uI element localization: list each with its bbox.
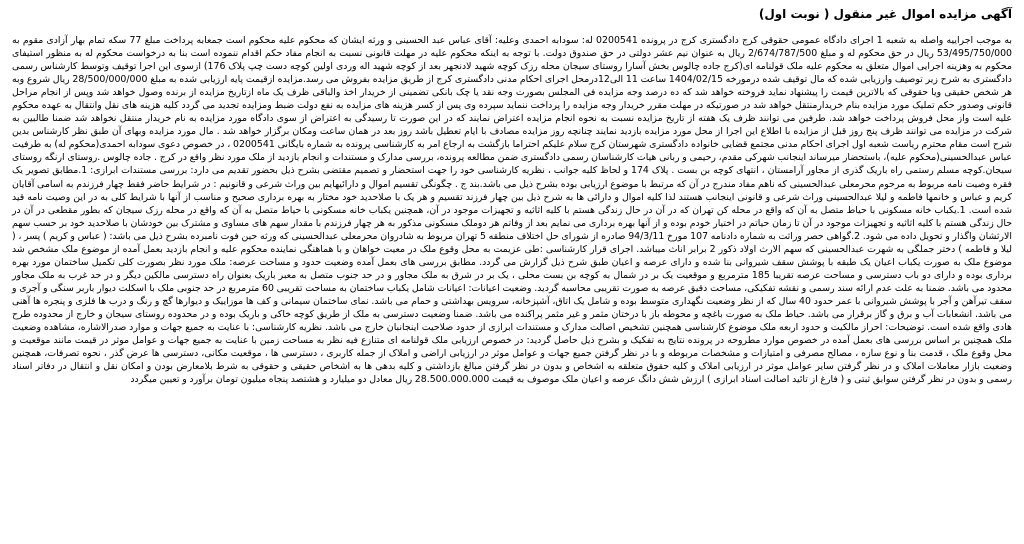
notice-title: آگهی مزایده اموال غیر منقول ( نوبت اول)	[758, 7, 1012, 21]
notice-body: به موجب اجراییه واصله به شعبه 1 اجرای دادگاه عمومی حقوقی کرج دادگستری کرج در پرونده 0200541 له: سودابه احمدی وعلیه: آقای عباس عبد الحسینی و ورثه ایشان که محکوم علیه محکوم است جمعابه پرداخت مبلغ 77 سکه تمام بهار آزادی مقوم به 53/495/750/000 ریال در حق محکوم له و مبلغ 2/674/787/500 ریال به عنوان نیم عشر دولتی در حق صندوق دولت. با توجه به اینکه محکوم علیه در مهلت قانونی نسبت به انجام مفاد حکم اقدام ننموده است بنا به درخواست محکوم له به منظور استیفای محکوم به وهزینه اجرایی اموال متعلق به محکوم علیه ملک قولنامه ای(کرج جاده چالوس بخش آسارا روستای سیجان محله رزک کوچه شهید لادنجهر بعد از کوچه شهید اله وردی اولین کوچه دست چپ پلاک 176) ازسوی این اجرا توقیف وتوسط کارشناس رسمی دادگستری به شرح زیر توصیف وارزیابی شده که مال توقیف شده درمورخه 1404/02/15 ساعت 11 الی12درمحل اجرای احکام مدنی دادگستری کرج از طریق مزایده بفروش می رسد.مزایده ازقیمت پایه ارزیابی شده به مبلغ 28/500/000/000 ریال شروع وبه هر شخص حقیقی ویا حقوقی که بالاترین قیمت را پیشنهاد نماید فروخته خواهد شد که ده درصد وجه مزایده فی المجلس بصورت وجه نقد یا چک بانکی تضمینی از خریدار اخذ والباقی ظرف یک ماه ازتاریخ مزایده از برنده وصول خواهد شد وپس از انجام مراحل قانونی وصدور حکم تملیک مورد مزایده بنام خریدارمنتقل خواهد شد در صورتیکه در مهلت مقرر خریدار وجه مزایده را پرداخت ننماید سپرده وی پس از کسر هزینه های مزایده به نفع دولت ضبط ومزایده تجدید می گردد کلیه هزینه های نقل وانتقال به عهده محکوم علیه است واز محل فروش پرداخت خواهد شد. طرفین می توانند ظرف یک هفته از تاریخ مزایده نسبت به نحوه انجام مزایده اعتراض نمایند که در این صورت تا رسیدگی به اعتراض از سوی دادگاه مورد مزایده به نام خریدار منتقل نخواهد شد ضمنا طالبین به شرکت در مزایده می توانند ظرف پنج روز قبل از مزایده با اطلاع این اجرا از محل مورد مزایده بازدید نمایند چنانچه روز مزایده مصادف با ایام تعطیل باشد روز بعد در همان ساعت ومکان برگزار خواهد شد . مال مورد مزایده وبهای آن طبق نظر کارشناس بدین شرح است مقام محترم ریاست شعبه اول اجرای احکام مدنی مجتمع قضایی خانواده دادگستری شهرستان کرج سلام علیکم احتراما بازگشت به ارجاع امر به کارشناسی پرونده به شماره بایگانی 0200541 ، در خصوص دعوی سودابه احمدی(محکوم له) به طرفیت عباس عبدالحسینی(محکوم علیه)، باستحضار میرساند اینجانب شهرکی مقدم، رحیمی و ربانی هیات کارشناسان رسمی دادگستری ضمن مطالعه پرونده، بررسی مدارک و مستندات و انجام بازدید از ملک مورد نظر واقع در کرج . جاده چالوس .روستای ارنگه روستای سیجان.کوچه مسلم رستمی راه باریک گذری از مجاور آرامستان ، انتهای کوچه بن بست . پلاک 174 و لحاظ کلیه جوانب ، نظریه کارشناسی خود را جهت استحضار و تصمیم مقتضی بشرح ذیل بحضور تقدیم می دارد: بررسی مستندات ابرازی: 1.مطابق تصویر یک فقره وصیت نامه مربوط به مرحوم محرمعلی عبدالحسینی که ناهم مفاد مندرج در آن که مرتبط با موضوع ارزیابی بوده بشرح ذیل می باشد.بند ج . چگونگی تقسیم اموال و دارائیهایم بین وراث شرعی و قانونیم : در شرایط حاضر فقط چهار فرزندم به اسامی آقایان کریم و عباس و خانمها فاطمه و لیلا عبدالحسینی وراث شرعی و قانونی اینجانب هستند لذا کلیه اموال و دارائی ها به شرح ذیل بین چهار فرزند تقسیم و هر یک با صلاحدید خود مختار به بهره برداری صحیح و مناسب از آنها با شرایط کلی به در این وصیت نامه قید شده است. 1.یکباب خانه مسکونی با حیاط متصل به آن که واقع در محله کن تهران که در آن در حال زندگی هستم با کلیه اثاثیه و تجهیزات موجود در آن، همچنین یکباب خانه مسکونی با حیاط متصل به آن که واقع در محله رزک سیجان که بطور مقطعی در آن در حال زندگی هستم با کلیه اثاثیه و تجهیزات موجود در آن تا زمان حیاتم در اختیار خودم بوده و از آنها بهره برداری می نمایم بعد از وفاتم هر دوملک مسکونی مذکور به هر چهار فرزندم با مقدار سهم های مساوی و مشترک بین خودشان با صلاحدید خود بر حسب سهم الارثشان واگذار و تحویل داده می شود. 2.گواهی حصر وراثت به شماره دادنامه 107 مورخ 94/3/11 صادره از شورای حل اختلاف منطقه 5 تهران مربوط به شادروان محرمعلی عبدالحسینی که ورثه حین فوت نامبرده بشرح ذیل می باشد: ( عباس و کریم ) پسر ، ( لیلا و فاطمه ) دختر جملگی به شهرت عبدالحسینی که سهم الارث اولاد ذکور 2 برابر اناث میباشد. اجرای قرار کارشناسی :طی عزیمت به محل وقوع ملک در معیت خواهان و با هماهنگی نماینده محکوم علیه و انجام بازدید بعمل آمده از موضوع ملک مشخص شد موضوع ملک به صورت یکباب اعیان یک طبقه با پوشش سقف شیروانی بنا شده و دارای عرصه و اعیان طبق شرح ذیل گزارش می گردد. مطابق بررسی های بعمل آمده وضعیت حدود و مساحت عرصه: ملک مورد نظر بصورت کلی تکمیل ساختمان مورد بهره برداری بوده و دارای دو باب دسترسی و مساحت عرصه تقریبا 185 مترمربع و موقعیت یک بر در شمال به کوچه بن بست محلی ، یک بر در شرق به ملک مجاور و در حد جنوب متصل به معبر باریک بعنوان راه دسترسی مالکین دیگر و در حد غرب به ملک مجاور محدود می باشد. ضمنا به علت عدم ارائه سند رسمی و نقشه تفکیکی، مساحت دقیق عرصه به صورت تقریبی محاسبه گردید. وضعیت اعیانات: اعیانات شامل یکباب ساختمان به مساحت تقریبی 60 مترمربع در حد جنوبی ملک با اسکلت دیوار باربر سنگی و آجری و سقف تیرآهن و آجر با پوشش شیروانی با عمر حدود 40 سال که از نظر وضعیت نگهداری متوسط بوده و شامل یک اتاق، آشپزخانه، سرویس بهداشتی و حمام می باشد. نمای ساختمان سیمانی و کف ها موزاییک و دیوارها گچ و رنگ و درب ها فلزی و پنجره ها آهنی می باشد. انشعابات آب و برق و گاز برقرار می باشد. حیاط ملک به صورت باغچه و محوطه باز با درختان مثمر و غیر مثمر پراکنده می باشد. ضمنا وضعیت دسترسی به ملک از طریق کوچه خاکی و باریک بوده و در محدوده روستای سیجان و خارج از محدوده طرح هادی واقع شده است. توضیحات: احراز مالکیت و حدود اربعه ملک موضوع کارشناسی همچنین تشخیص اصالت مدارک و مستندات ابرازی از حدود صلاحیت اینجانبان خارج می باشد. نظریه کارشناسی: با عنایت به جمیع جهات و موارد صدرالاشاره، مشاهده وضعیت ملک همچنین بر اساس بررسی های بعمل آمده در خصوص موارد مطروحه در پرونده نتایج به تفکیک و بشرح ذیل حاصل گردید: در خصوص ارزیابی ملک قولنامه ای متنازع فیه نظر به مساحت زمین با عنایت به جمیع جهات و عوامل موثر در قیمت مانند موقعیت و محل وقوع ملک ، قدمت بنا و نوع سازه ، مصالح مصرفی و امتیازات و مشخصات مربوطه و با در نظر گرفتن جمیع جهات و عوامل موثر در ارزیابی اراضی و املاک از جمله کاربری ، دسترسی ها ، موقعیت مکانی، دسترسی ها عرض گذر ، نحوه تصرفات، همچنین وضعیت بازار معاملات املاک و در نظر گرفتن سایر عوامل موثر در ارزیابی املاک و کلیه حقوق متعلقه به اشخاص و بدون در نظر گرفتن مبالغ بازداشتی و کلیه بدهی ها به اشخاص حقیقی و حقوقی به شرط بلامعارض بودن و امکان نقل و انتقال در دفاتر اسناد رسمی و بدون در نظر گرفتن سوابق ثبتی و ( فارغ از تائید اصالت اسناد ابرازی ) ارزش شش دانگ عرصه و اعیان ملک موصوف به قیمت 28.500.000.000 ریال معادل دو میلیارد و هشتصد پنجاه میلیون تومان برآورد و تعیین میگردد	[12, 35, 1013, 386]
